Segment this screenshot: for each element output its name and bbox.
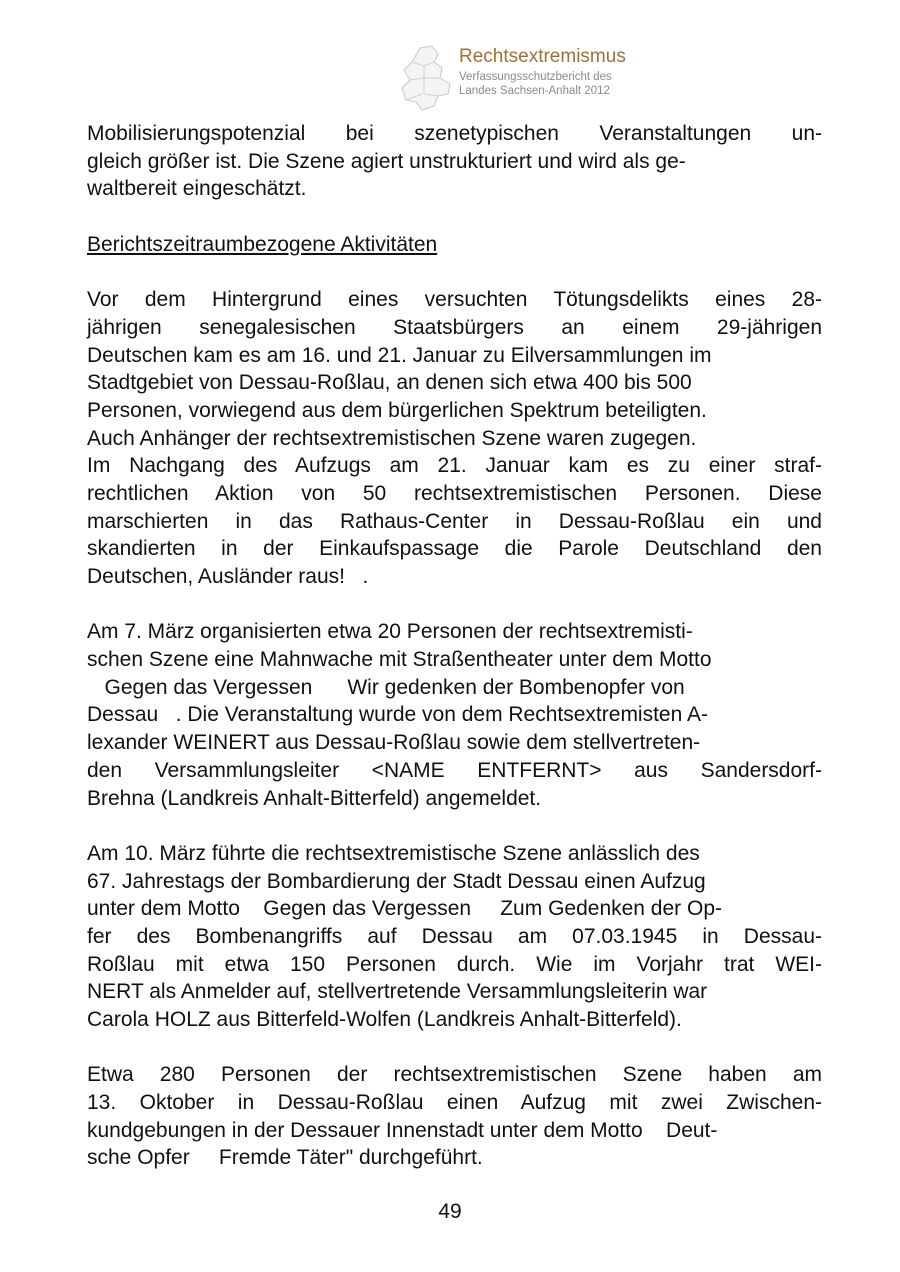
document-body xyxy=(87,120,857,1172)
text-line: Gegen das Vergessen Wir gedenken der Bombenopfer von xyxy=(87,675,685,699)
text-line: Am 10. März führte die rechtsextremistische Szene anlässlich des xyxy=(87,841,700,865)
header-subtitle xyxy=(459,70,612,98)
text-line: Deutschen, Ausländer raus! . xyxy=(87,565,369,588)
header-subtitle-line: Verfassungsschutzbericht des xyxy=(459,71,612,83)
header-subtitle-line: Landes Sachsen-Anhalt 2012 xyxy=(459,85,610,97)
text-line: rechtlichen Aktion von 50 rechtsextremistischen Personen. Diese xyxy=(87,481,822,505)
text-line: lexander WEINERT aus Dessau-Roßlau sowie dem stellvertreten- xyxy=(87,731,701,755)
text-line: skandierten in der Einkaufspassage die Parole Deutschland den xyxy=(87,537,822,561)
text-line: gleich größer ist. Die Szene agiert unstrukturiert und wird als ge- xyxy=(87,149,686,173)
text-line: Mobilisierungspotenzial bei szenetypischen Veranstaltungen un- xyxy=(87,122,822,145)
header-title: Rechtsextremismus xyxy=(459,46,626,67)
text-line: Am 7. März organisierten etwa 20 Personen der rechtsextremisti- xyxy=(87,620,693,644)
text-line: Vor dem Hintergrund eines versuchten Tötungsdelikts eines 28- xyxy=(87,288,822,312)
page-header xyxy=(398,44,658,114)
text-line: sche Opfer Fremde Täter" durchgeführt. xyxy=(87,1146,483,1170)
text-line: jährigen senegalesischen Staatsbürgers an einem 29-jährigen xyxy=(87,315,822,339)
text-line: Im Nachgang des Aufzugs am 21. Januar kam es zu einer straf- xyxy=(87,454,822,478)
text-line: Brehna (Landkreis Anhalt-Bitterfeld) angemeldet. xyxy=(87,786,542,810)
text-line: 67. Jahrestags der Bombardierung der Stadt Dessau einen Aufzug xyxy=(87,869,706,893)
sachsen-anhalt-map-logo xyxy=(398,44,456,114)
paragraph xyxy=(87,840,857,1034)
paragraph xyxy=(87,286,857,591)
text-line: NERT als Anmelder auf, stellvertretende Versammlungsleiterin war xyxy=(87,980,708,1004)
text-line: Dessau . Die Veranstaltung wurde von dem Rechtsextremisten A- xyxy=(87,703,708,727)
text-line: den Versammlungsleiter <NAME ENTFERNT> aus Sandersdorf- xyxy=(87,758,822,782)
text-line: Etwa 280 Personen der rechtsextremistischen Szene haben am xyxy=(87,1063,822,1087)
paragraph xyxy=(87,618,857,812)
paragraph xyxy=(87,120,857,203)
text-line: Auch Anhänger der rechtsextremistischen Szene waren zugegen. xyxy=(87,426,697,450)
paragraph-gap xyxy=(87,1034,857,1062)
text-line: Deutschen kam es am 16. und 21. Januar zu Eilversammlungen im xyxy=(87,343,712,367)
section-heading: Berichtszeitraumbezogene Aktivitäten xyxy=(87,232,438,256)
paragraph-gap xyxy=(87,812,857,840)
text-line: Roßlau mit etwa 150 Personen durch. Wie im Vorjahr trat WEI- xyxy=(87,952,822,976)
paragraph-gap xyxy=(87,203,857,231)
text-line: unter dem Motto Gegen das Vergessen Zum Gedenken der Op- xyxy=(87,897,723,921)
text-line: schen Szene eine Mahnwache mit Straßentheater unter dem Motto xyxy=(87,648,712,672)
text-line: Stadtgebiet von Dessau-Roßlau, an denen sich etwa 400 bis 500 xyxy=(87,371,692,395)
paragraph-gap xyxy=(87,591,857,619)
text-line: Personen, vorwiegend aus dem bürgerlichen Spektrum beteiligten. xyxy=(87,398,707,422)
text-line: marschierten in das Rathaus-Center in Dessau-Roßlau ein und xyxy=(87,509,822,533)
text-line: kundgebungen in der Dessauer Innenstadt unter dem Motto Deut- xyxy=(87,1118,718,1142)
paragraph-gap xyxy=(87,258,857,286)
text-line: 13. Oktober in Dessau-Roßlau einen Aufzug mit zwei Zwischen- xyxy=(87,1091,822,1115)
page-number: 49 xyxy=(438,1200,462,1223)
text-line: waltbereit eingeschätzt. xyxy=(87,177,307,201)
text-line: Carola HOLZ aus Bitterfeld-Wolfen (Landkreis Anhalt-Bitterfeld). xyxy=(87,1008,682,1031)
text-line: fer des Bombenangriffs auf Dessau am 07.03.1945 in Dessau- xyxy=(87,924,822,948)
paragraph xyxy=(87,1061,857,1172)
